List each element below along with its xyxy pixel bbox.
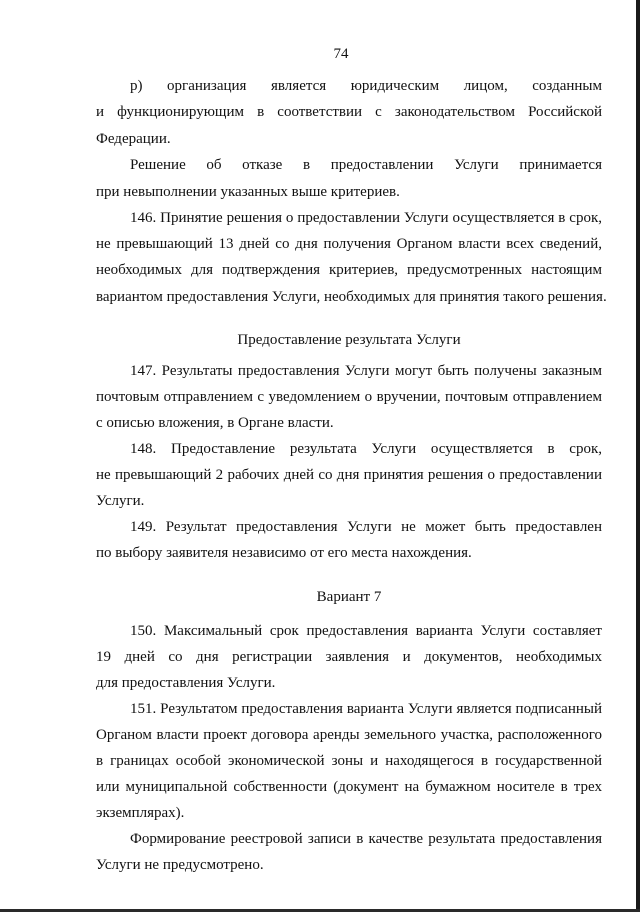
text-line: или муниципальной собственности (документ на бумажном носителе в трех — [96, 779, 602, 795]
text-line: 149. Результат предоставления Услуги не может быть предоставлен — [130, 519, 602, 535]
section-heading: Вариант 7 — [316, 589, 382, 605]
text-line: в границах особой экономической зоны и находящегося в государственной — [96, 753, 602, 769]
text-line: не превышающий 13 дней со дня получения Органом власти всех сведений, — [96, 236, 602, 252]
text-line: 19 дней со дня регистрации заявления и документов, необходимых — [96, 649, 602, 665]
text-line: Услуги. — [96, 493, 145, 509]
text-line: экземплярах). — [96, 805, 185, 821]
text-line: при невыполнении указанных выше критериев. — [96, 184, 400, 200]
text-line: по выбору заявителя независимо от его места нахождения. — [96, 545, 472, 561]
text-line: не превышающий 2 рабочих дней со дня принятия решения о предоставлении — [96, 467, 602, 483]
text-line: р) организация является юридическим лицом, созданным — [130, 78, 602, 94]
scan-edge-right — [636, 0, 640, 912]
text-line: 148. Предоставление результата Услуги осуществляется в срок, — [130, 441, 602, 457]
section-heading: Предоставление результата Услуги — [237, 332, 461, 348]
text-line: 146. Принятие решения о предоставлении Услуги осуществляется в срок, — [130, 210, 602, 226]
text-line: почтовым отправлением с уведомлением о вручении, почтовым отправлением — [96, 389, 602, 405]
text-line: 151. Результатом предоставления варианта Услуги является подписанный — [130, 701, 602, 717]
text-line: Формирование реестровой записи в качестве результата предоставления — [130, 831, 602, 847]
text-line: необходимых для подтверждения критериев, предусмотренных настоящим — [96, 262, 602, 278]
page-number: 74 — [333, 46, 349, 62]
text-line: для предоставления Услуги. — [96, 675, 276, 691]
text-line: Федерации. — [96, 131, 171, 147]
text-line: и функционирующим в соответствии с законодательством Российской — [96, 104, 602, 120]
text-line: вариантом предоставления Услуги, необходимых для принятия такого решения. — [96, 289, 607, 305]
text-line: 150. Максимальный срок предоставления варианта Услуги составляет — [130, 623, 602, 639]
text-line: Решение об отказе в предоставлении Услуги принимается — [130, 157, 602, 173]
text-line: Услуги не предусмотрено. — [96, 857, 264, 873]
text-line: с описью вложения, в Органе власти. — [96, 415, 334, 431]
text-line: Органом власти проект договора аренды земельного участка, расположенного — [96, 727, 602, 743]
text-line: 147. Результаты предоставления Услуги могут быть получены заказным — [130, 363, 602, 379]
